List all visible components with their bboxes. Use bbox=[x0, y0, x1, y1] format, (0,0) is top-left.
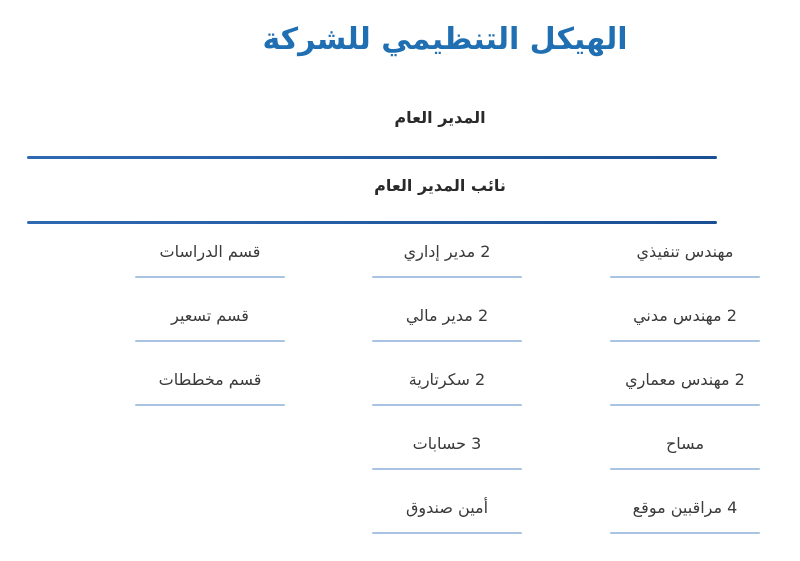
org-node bbox=[135, 294, 285, 358]
node-label: 4 مراقبين موقع bbox=[632, 498, 738, 517]
chart-title: الهيكل التنظيمي للشركة bbox=[262, 22, 628, 57]
departments-column bbox=[135, 230, 285, 422]
node-underline bbox=[372, 468, 522, 470]
org-node bbox=[135, 230, 285, 294]
org-node bbox=[372, 486, 522, 550]
node-underline bbox=[372, 532, 522, 534]
org-node bbox=[610, 358, 760, 422]
node-label: قسم تسعير bbox=[171, 306, 249, 325]
node-underline bbox=[372, 404, 522, 406]
node-underline bbox=[610, 340, 760, 342]
node-underline bbox=[610, 468, 760, 470]
node-underline bbox=[135, 276, 285, 278]
node-underline bbox=[610, 404, 760, 406]
org-node bbox=[610, 294, 760, 358]
node-underline bbox=[135, 404, 285, 406]
node-label: 2 مدير مالي bbox=[405, 306, 489, 325]
node-underline bbox=[610, 276, 760, 278]
node-label: 2 مهندس معماري bbox=[625, 370, 745, 389]
org-node bbox=[610, 422, 760, 486]
deputy-manager-divider bbox=[27, 221, 717, 224]
node-label: مهندس تنفيذي bbox=[636, 242, 734, 261]
org-node bbox=[610, 486, 760, 550]
org-node bbox=[372, 294, 522, 358]
node-label: قسم الدراسات bbox=[159, 242, 261, 261]
administration-column bbox=[372, 230, 522, 550]
engineering-column bbox=[610, 230, 760, 550]
general-manager-divider bbox=[27, 156, 717, 159]
node-label: 2 مهندس مدني bbox=[633, 306, 737, 325]
org-node bbox=[372, 358, 522, 422]
node-label: مساح bbox=[665, 434, 705, 453]
node-label: 2 سكرتارية bbox=[408, 370, 486, 389]
node-underline bbox=[135, 340, 285, 342]
node-label: أمين صندوق bbox=[405, 498, 489, 517]
node-underline bbox=[610, 532, 760, 534]
deputy-manager-label: نائب المدير العام bbox=[374, 176, 506, 195]
org-node bbox=[372, 422, 522, 486]
org-node bbox=[610, 230, 760, 294]
node-label: قسم مخططات bbox=[158, 370, 262, 389]
node-underline bbox=[372, 276, 522, 278]
general-manager-label: المدير العام bbox=[394, 108, 486, 127]
node-label: 3 حسابات bbox=[412, 434, 482, 453]
org-node bbox=[372, 230, 522, 294]
node-label: 2 مدير إداري bbox=[403, 242, 491, 261]
org-node bbox=[135, 358, 285, 422]
node-underline bbox=[372, 340, 522, 342]
